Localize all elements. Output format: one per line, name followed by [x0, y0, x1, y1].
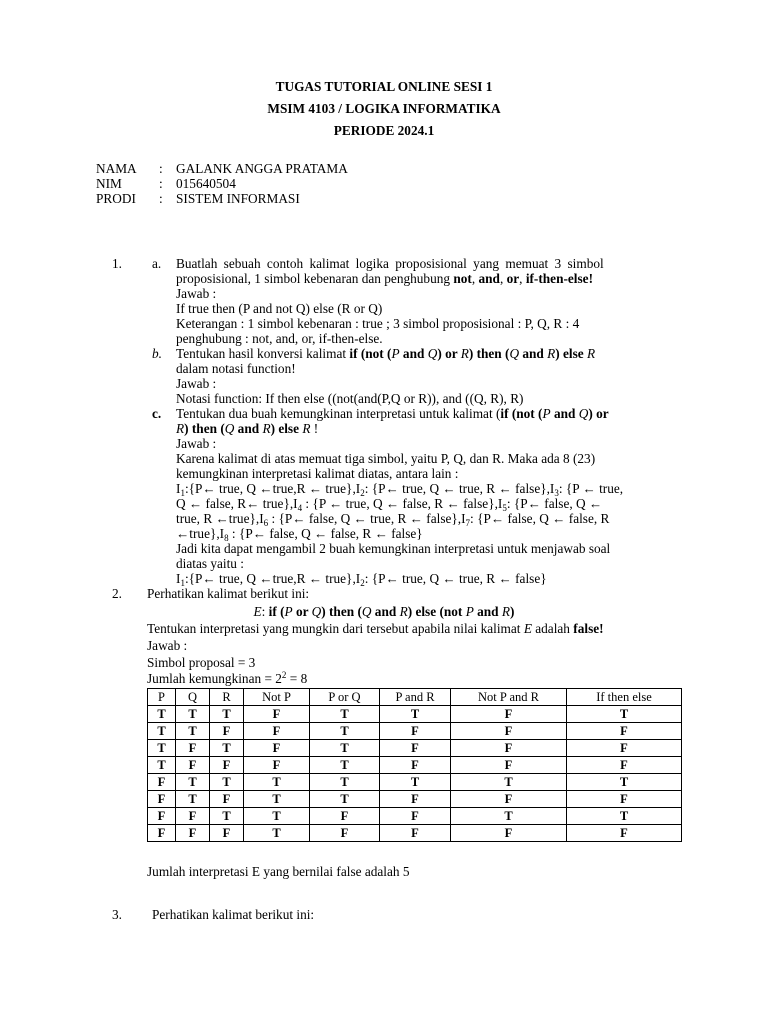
col-header-p: P	[148, 689, 176, 706]
table-cell: T	[148, 723, 176, 740]
table-cell: T	[451, 808, 567, 825]
truth-table-body	[148, 706, 682, 842]
table-cell: T	[244, 808, 310, 825]
identity-value-nim: 015640504	[176, 176, 236, 191]
identity-value-nama: GALANK ANGGA PRATAMA	[176, 161, 348, 176]
doc-title-line2: MSIM 4103 / LOGIKA INFORMATIKA	[267, 101, 501, 116]
q1-number: 1.	[112, 256, 122, 271]
table-cell: F	[176, 757, 210, 774]
col-header-r: R	[210, 689, 244, 706]
q1c-answer-line9: $I_1:\{P\leftarrow$ true, Q ←true,R ← $true\},I_2$: {P← true, Q ← true, R ← false}	[176, 571, 547, 588]
q2-jawab: Jawab :	[147, 638, 188, 653]
q1c-answer-line4: Q ← false, R← $true\},I_4$ : {P ← true, Q ← false, R ← $false\},I_5$: {P← false, Q ←	[176, 496, 603, 513]
table-cell: T	[451, 774, 567, 791]
table-cell: F	[380, 808, 451, 825]
table-cell: T	[567, 774, 682, 791]
table-cell: F	[210, 723, 244, 740]
q1c-label: c.	[152, 406, 162, 421]
table-cell: F	[148, 791, 176, 808]
table-cell: F	[148, 774, 176, 791]
table-cell: T	[567, 808, 682, 825]
table-cell: T	[176, 774, 210, 791]
q1a-question-line2: proposisional, 1 simbol kebenaran dan penghubung not, and, or, if-then-else!	[176, 271, 594, 286]
table-cell: F	[244, 757, 310, 774]
q1c-question-line2: R) then (Q and R) else R !	[176, 421, 319, 436]
table-cell: F	[210, 757, 244, 774]
q1a-answer-line1: If true then (P and not Q) else (R or Q)	[176, 301, 383, 316]
q3-number: 3.	[112, 907, 122, 922]
q1c-answer-line3: $I_1:\{P\leftarrow$ true, Q ←true,R ← $true\},I_2$: {P← true, Q ← true, R ← $false\},I_3$: {P ← true,	[176, 481, 624, 498]
table-cell: T	[310, 706, 380, 723]
table-cell: F	[244, 723, 310, 740]
q1b-question-line2: dalam notasi function!	[176, 361, 296, 376]
table-cell: T	[380, 706, 451, 723]
q1a-jawab: Jawab :	[176, 286, 217, 301]
identity-sep: :	[159, 191, 163, 206]
table-cell: F	[310, 825, 380, 842]
q2-intro: Perhatikan kalimat berikut ini:	[147, 586, 310, 601]
table-row	[148, 757, 682, 774]
q1c-answer-line5: true, R $\leftarrow true\},I_6$ : {P← false, Q ← true, R ← $false\},I_7$: {P← false, Q ← false, R	[176, 511, 610, 528]
table-cell: T	[244, 774, 310, 791]
table-cell: T	[310, 774, 380, 791]
table-cell: T	[210, 706, 244, 723]
table-cell: T	[210, 774, 244, 791]
col-header-not-p: Not P	[244, 689, 310, 706]
table-cell: F	[380, 791, 451, 808]
table-cell: T	[567, 706, 682, 723]
table-row	[148, 723, 682, 740]
q1b-jawab: Jawab :	[176, 376, 217, 391]
table-cell: T	[210, 740, 244, 757]
col-header-p-and-r: P and R	[380, 689, 451, 706]
table-cell: F	[451, 706, 567, 723]
table-row	[148, 791, 682, 808]
q2-sentence-e: E: if (P or Q) then (Q and R) else (not P and R)	[253, 604, 515, 619]
table-cell: F	[451, 740, 567, 757]
q1c-jawab: Jawab :	[176, 436, 217, 451]
table-row	[148, 825, 682, 842]
q2-conclusion: Jumlah interpretasi E yang bernilai false adalah 5	[147, 864, 410, 879]
q2-question: Tentukan interpretasi yang mungkin dari tersebut apabila nilai kalimat E adalah false!	[147, 621, 604, 636]
table-cell: F	[210, 791, 244, 808]
col-header-not-p-and-r: Not P and R	[451, 689, 567, 706]
identity-sep: :	[159, 161, 163, 176]
table-cell: F	[176, 825, 210, 842]
col-header-q: Q	[176, 689, 210, 706]
table-cell: T	[310, 740, 380, 757]
table-cell: F	[176, 740, 210, 757]
truth-table	[147, 688, 682, 842]
table-cell: F	[567, 740, 682, 757]
table-cell: T	[310, 723, 380, 740]
q3-intro: Perhatikan kalimat berikut ini:	[152, 907, 315, 922]
q1c-answer-line8: diatas yaitu :	[176, 556, 244, 571]
table-cell: T	[176, 723, 210, 740]
table-cell: F	[567, 757, 682, 774]
q1a-question-line1: Buatlah sebuah contoh kalimat logika proposisional yang memuat 3 simbol	[176, 256, 604, 271]
doc-title-line1: TUGAS TUTORIAL ONLINE SESI 1	[275, 79, 493, 94]
table-cell: T	[148, 706, 176, 723]
table-row	[148, 808, 682, 825]
table-cell: F	[210, 825, 244, 842]
q1a-answer-line2: Keterangan : 1 simbol kebenaran : true ; 3 simbol proposisional : P, Q, R : 4	[176, 316, 580, 331]
table-cell: F	[176, 808, 210, 825]
table-cell: T	[176, 706, 210, 723]
table-cell: F	[451, 757, 567, 774]
doc-title-line3: PERIODE 2024.1	[333, 123, 435, 138]
table-cell: F	[567, 791, 682, 808]
table-cell: F	[310, 808, 380, 825]
table-row	[148, 706, 682, 723]
table-cell: F	[567, 723, 682, 740]
q1b-answer: Notasi function: If then else ((not(and(P,Q or R)), and ((Q, R), R)	[176, 391, 524, 406]
q1b-question-line1: Tentukan hasil konversi kalimat if (not (P and Q) or R) then (Q and R) else R	[176, 346, 596, 361]
table-cell: T	[310, 791, 380, 808]
table-cell: F	[451, 825, 567, 842]
q1c-question-line1: Tentukan dua buah kemungkinan interpretasi untuk kalimat (if (not (P and Q) or	[176, 406, 609, 421]
table-cell: F	[567, 825, 682, 842]
identity-label-prodi: PRODI	[96, 191, 136, 206]
table-cell: F	[451, 791, 567, 808]
table-cell: T	[380, 774, 451, 791]
table-cell: T	[210, 808, 244, 825]
table-cell: F	[451, 723, 567, 740]
q2-jumlah: Jumlah kemungkinan = $2^2 = 8$	[147, 670, 308, 686]
q1a-answer-line3: penghubung : not, and, or, if-then-else.	[176, 331, 383, 346]
identity-sep: :	[159, 176, 163, 191]
table-cell: F	[380, 723, 451, 740]
identity-value-prodi: SISTEM INFORMASI	[176, 191, 300, 206]
identity-label-nim: NIM	[96, 176, 122, 191]
table-cell: T	[310, 757, 380, 774]
q1a-label: a.	[152, 256, 162, 271]
table-cell: T	[244, 825, 310, 842]
table-cell: T	[176, 791, 210, 808]
q1c-answer-line2: kemungkinan interpretasi kalimat diatas, antara lain :	[176, 466, 459, 481]
q1c-answer-line6: $\leftarrow true\},I_8$ : {P← false, Q ← false, R ← false}	[176, 526, 423, 543]
table-row	[148, 740, 682, 757]
table-cell: F	[380, 757, 451, 774]
table-row	[148, 774, 682, 791]
table-cell: F	[380, 740, 451, 757]
q1c-answer-line1: Karena kalimat di atas memuat tiga simbol, yaitu P, Q, dan R. Maka ada 8 (23)	[176, 451, 596, 466]
q1b-label: b.	[152, 346, 162, 361]
table-cell: F	[380, 825, 451, 842]
table-cell: T	[244, 791, 310, 808]
identity-label-nama: NAMA	[96, 161, 137, 176]
table-cell: T	[148, 740, 176, 757]
table-cell: F	[244, 740, 310, 757]
q2-simbol: Simbol proposal = 3	[147, 655, 256, 670]
table-cell: F	[148, 808, 176, 825]
truth-table-header-row	[148, 689, 682, 706]
col-header-if-then-else: If then else	[567, 689, 682, 706]
q1c-answer-line7: Jadi kita dapat mengambil 2 buah kemungkinan interpretasi untuk menjawab soal	[176, 541, 611, 556]
table-cell: F	[244, 706, 310, 723]
table-cell: F	[148, 825, 176, 842]
q2-number: 2.	[112, 586, 122, 601]
table-cell: T	[148, 757, 176, 774]
col-header-p-or-q: P or Q	[310, 689, 380, 706]
